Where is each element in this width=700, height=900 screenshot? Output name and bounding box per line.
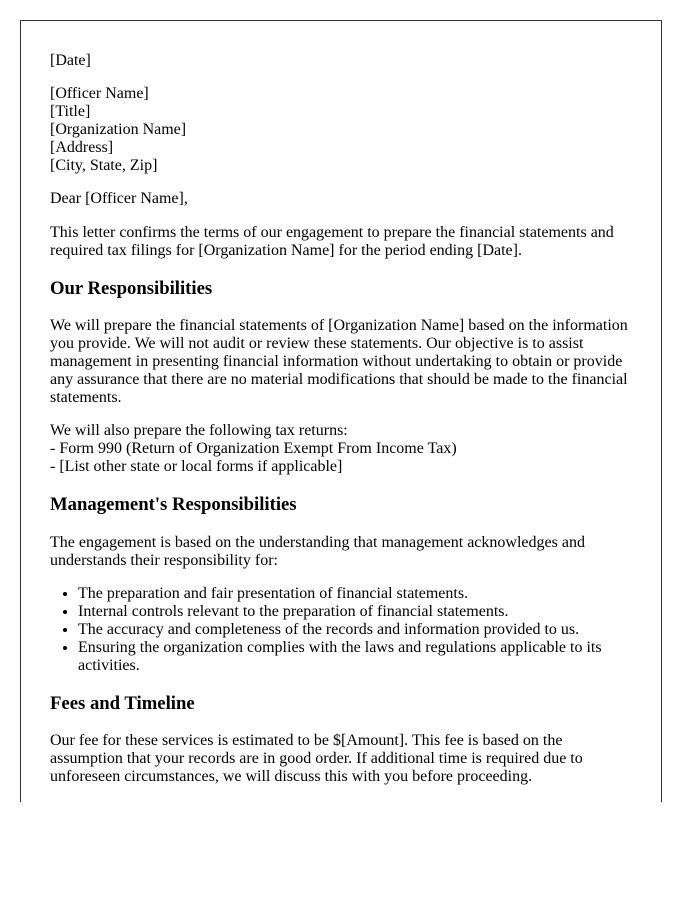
recipient-address-block xyxy=(50,85,634,175)
letter-page xyxy=(20,20,662,802)
tax-returns-paragraph xyxy=(50,422,634,476)
list-item-compliance: • Ensuring the organization complies with the laws and regulations applicable to its activities. xyxy=(78,639,634,675)
list-item-internal-controls: • Internal controls relevant to the preparation of financial statements. xyxy=(78,603,634,621)
heading-management-responsibilities: Management's Responsibilities xyxy=(50,494,297,516)
tax-return-form-990: - Form 990 (Return of Organization Exempt From Income Tax) xyxy=(50,440,457,458)
heading-our-responsibilities: Our Responsibilities xyxy=(50,277,213,299)
our-responsibilities-body: We will prepare the financial statements of [Organization Name] based on the information you provide. We will not audit or review these statements. Our objective is to assist management in presenting financial information without undertaking to obtain or provide any assurance that there are no material modifications that should be made to the financial statements. xyxy=(50,316,628,407)
tax-returns-intro: We will also prepare the following tax returns: xyxy=(50,422,348,440)
salutation: Dear [Officer Name], xyxy=(50,190,188,208)
heading-fees-and-timeline: Fees and Timeline xyxy=(50,693,195,715)
date-placeholder: [Date] xyxy=(50,52,91,69)
engagement-intro-paragraph: This letter confirms the terms of our engagement to prepare the financial statements and required tax filings for [Organization Name] for the period ending [Date]. xyxy=(50,223,614,259)
recipient-title: [Title] xyxy=(50,103,91,121)
recipient-officer-name: [Officer Name] xyxy=(50,85,149,103)
management-responsibilities-intro: The engagement is based on the understanding that management acknowledges and understands their responsibility for: xyxy=(50,533,585,569)
management-responsibilities-list xyxy=(50,585,634,675)
fees-and-timeline-body: Our fee for these services is estimated to be $[Amount]. This fee is based on the assumption that your records are in good order. If additional time is required due to unforeseen circumstances, we will discuss this with you before proceeding. xyxy=(50,732,583,786)
recipient-city-state-zip: [City, State, Zip] xyxy=(50,157,158,175)
recipient-organization-name: [Organization Name] xyxy=(50,121,187,139)
tax-return-other-forms: - [List other state or local forms if applicable] xyxy=(50,458,343,476)
recipient-address: [Address] xyxy=(50,139,114,157)
list-item-preparation: • The preparation and fair presentation of financial statements. xyxy=(78,585,634,603)
list-item-accuracy: • The accuracy and completeness of the records and information provided to us. xyxy=(78,621,634,639)
